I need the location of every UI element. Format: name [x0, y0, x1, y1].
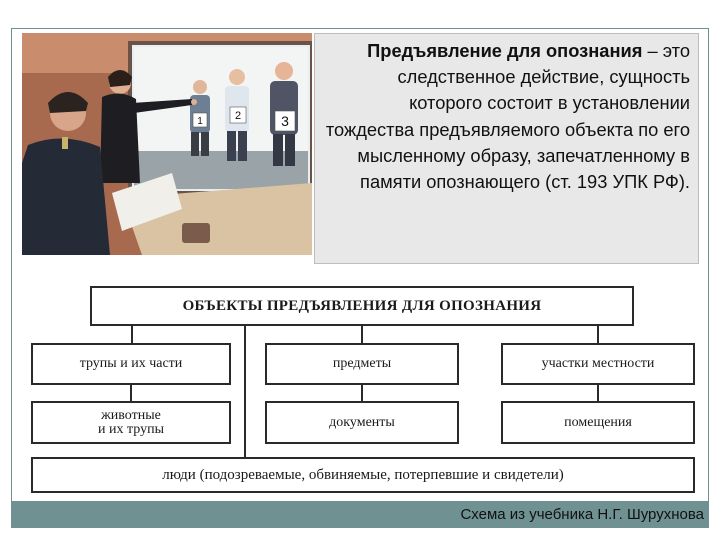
definition-text: – это следственное действие, сущность которого состоит в установлении тождества предъявляемого объекта по его мысленному образу, запечатленному в памяти опознающего (ст. 193 УПК РФ).: [325, 40, 690, 193]
box-premises: помещения: [501, 401, 695, 444]
footer-caption: Схема из учебника Н.Г. Шурухнова: [460, 506, 704, 523]
lineup-photo: [22, 33, 312, 255]
lineup-number-2: 2: [234, 110, 242, 122]
recorder-device: [182, 223, 210, 243]
definition-box: [314, 33, 699, 264]
box-animals-line1: животные: [101, 407, 161, 423]
box-corpses: трупы и их части: [31, 343, 231, 385]
lineup-number-1: 1: [197, 116, 203, 127]
box-terrain: участки местности: [501, 343, 695, 385]
lineup-number-3: 3: [281, 113, 289, 129]
objects-header-box: ОБЪЕКТЫ ПРЕДЪЯВЛЕНИЯ ДЛЯ ОПОЗНАНИЯ: [90, 286, 634, 326]
definition-term: Предъявление для опознания: [367, 40, 643, 61]
box-animals-line2: и их трупы: [98, 421, 164, 437]
box-documents: документы: [265, 401, 459, 444]
box-people: люди (подозреваемые, обвиняемые, потерпевшие и свидетели): [31, 457, 695, 493]
box-items: предметы: [265, 343, 459, 385]
